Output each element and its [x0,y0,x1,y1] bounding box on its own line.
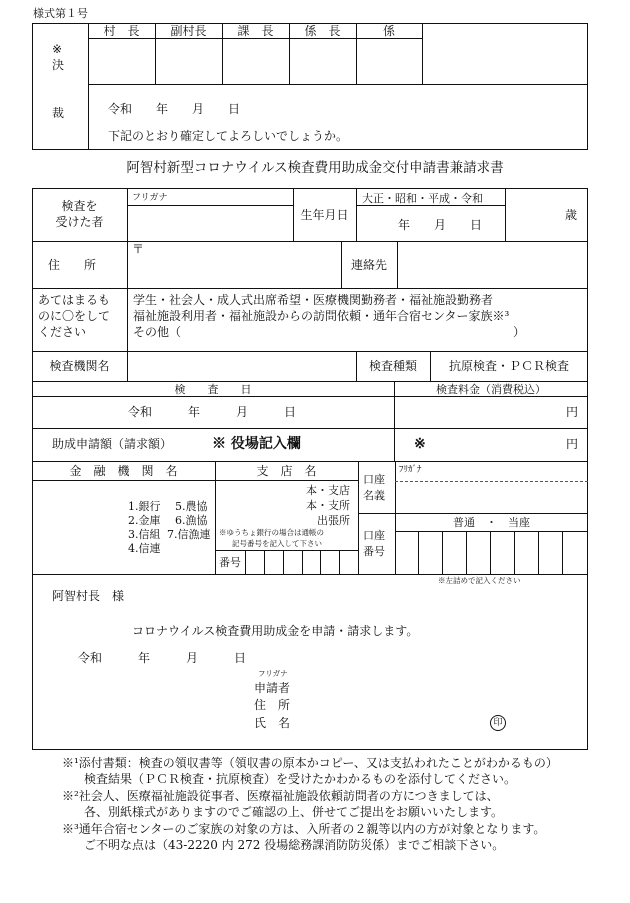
approval-header-section-chief: 課 長 [237,24,274,38]
request-statement: コロナウイルス検査費用助成金を申請・請求します。 [132,624,419,638]
approval-header-subsection-chief: 係 長 [304,24,341,38]
exam-facility-label: 検査機関名 [49,359,110,373]
subsidy-office-note: ※ 役場記入欄 [212,436,301,452]
bank-branch-header: 支 店 名 [256,464,317,478]
request-date: 令和 年 月 日 [78,651,247,665]
subsidy-yen: 円 [566,437,579,451]
footnote-2: ※²社会人、医療福祉施設従事者、医療福祉施設依頼訪問者の方につきましては、 [62,789,499,803]
birth-date-label: 生年月日 [300,208,349,222]
account-number-label-2: 番号 [363,545,385,558]
seal-mark: 印 [490,715,506,731]
approval-confirm-text: 下記のとおり確定してよろしいでしょうか。 [108,129,349,143]
exam-date-value: 令和 年 月 日 [128,405,297,419]
bank-type-jf: 6.漁協 [175,514,208,527]
subsidy-label: 助成申請額（請求額） [52,437,173,451]
era-options: 大正・昭和・平成・令和 [362,192,483,205]
exam-date-header: 検 査 日 [174,383,252,396]
bank-institution-header: 金 融 機 関 名 [69,464,178,478]
bank-type-credit-union: 3.信組 [128,528,161,541]
account-number-label-1: 口座 [363,529,385,542]
applicant-label: 申請者 [254,681,291,695]
birth-ymd: 年 月 日 [398,218,483,232]
approval-header-deputy: 副村長 [170,24,207,38]
bank-type-shingyoren: 7.信漁連 [167,528,211,541]
applicant-address-label: 住 所 [254,698,291,712]
contact-label: 連絡先 [350,258,387,272]
form-number: 様式第１号 [33,7,88,20]
account-holder-furigana: ﾌﾘｶﾞﾅ [399,465,422,475]
bank-type-shinren: 4.信連 [128,542,161,555]
addressee: 阿智村長 様 [52,589,125,603]
approval-mark: ※ [52,42,63,56]
yucho-note-1: ※ゆうちょ銀行の場合は通帳の [219,528,324,537]
approval-date: 令和 年 月 日 [108,102,241,116]
approval-header-staff: 係 [382,24,395,38]
account-holder-label-2: 名義 [363,489,385,502]
approval-header-mayor: 村 長 [103,24,140,38]
subsidy-mark: ※ [414,436,426,452]
category-line-1: 学生・社会人・成人式出席希望・医療機関勤務者・福祉施設勤務者 [133,293,494,307]
applicant-name-label: 氏 名 [254,716,291,730]
address-label: 住 所 [48,258,97,272]
approval-label-1: 決 [52,58,65,72]
page-title: 阿智村新型コロナウイルス検査費用助成金交付申請書兼請求書 [126,160,504,176]
examinee-furigana-label: フリガナ [132,193,168,203]
exam-type-label: 検査種類 [368,359,417,373]
account-type-options: 普通 ・ 当座 [453,516,530,529]
account-holder-label-1: 口座 [363,473,385,486]
footnote-3: ※³通年合宿センターのご家族の対象の方は、入所者の２親等以内の方が対象となります。 [62,822,546,836]
exam-fee-header: 検査料金（消費税込） [436,383,546,396]
branch-type-branch: 本・支店 [306,484,350,497]
footnote-2-cont: 各、別紙様式がありますのでご確認の上、併せてご提出をお願いいたします。 [84,805,504,819]
bank-type-shinkin: 2.金庫 [128,514,161,527]
bank-type-ja: 5.農協 [175,500,208,513]
approval-label-2: 裁 [52,106,65,120]
applicant-furigana-label: フリガナ [258,669,288,678]
category-line-3: その他（ [133,325,182,339]
left-align-note: ※左詰めで記入ください [438,576,521,585]
examinee-label-1: 検査を [61,199,98,213]
bank-number-label: 番号 [219,556,241,569]
footnote-3-cont: ご不明な点は（43-2220 内 272 役場総務課消防防災係）までご相談下さい。 [84,838,505,852]
exam-fee-yen: 円 [566,405,579,419]
branch-type-office: 本・支所 [306,499,350,512]
footnote-1: ※¹添付書類：検査の領収書等（領収書の原本かコピー、又は支払われたことがわかるもの） [62,756,558,770]
category-label-3: ください [38,325,87,339]
age-unit: 歳 [565,208,578,222]
bank-type-bank: 1.銀行 [128,500,161,513]
category-line-3-close: ） [513,325,526,339]
branch-type-sub-office: 出張所 [317,514,350,527]
postal-mark: 〒 [132,242,145,256]
category-line-2: 福祉施設利用者・福祉施設からの訪問依頼・通年合宿センター家族※³ [133,309,510,323]
category-label-1: あてはまるも [38,293,111,307]
exam-type-options: 抗原検査・ＰＣＲ検査 [448,359,569,373]
examinee-label-2: 受けた者 [55,215,104,229]
yucho-note-2: 記号番号を記入して下さい [232,539,322,548]
footnote-1-cont: 検査結果（ＰＣＲ検査・抗原検査）を受けたかわかるものを添付してください。 [84,772,517,786]
category-label-2: のに〇をして [38,309,111,323]
